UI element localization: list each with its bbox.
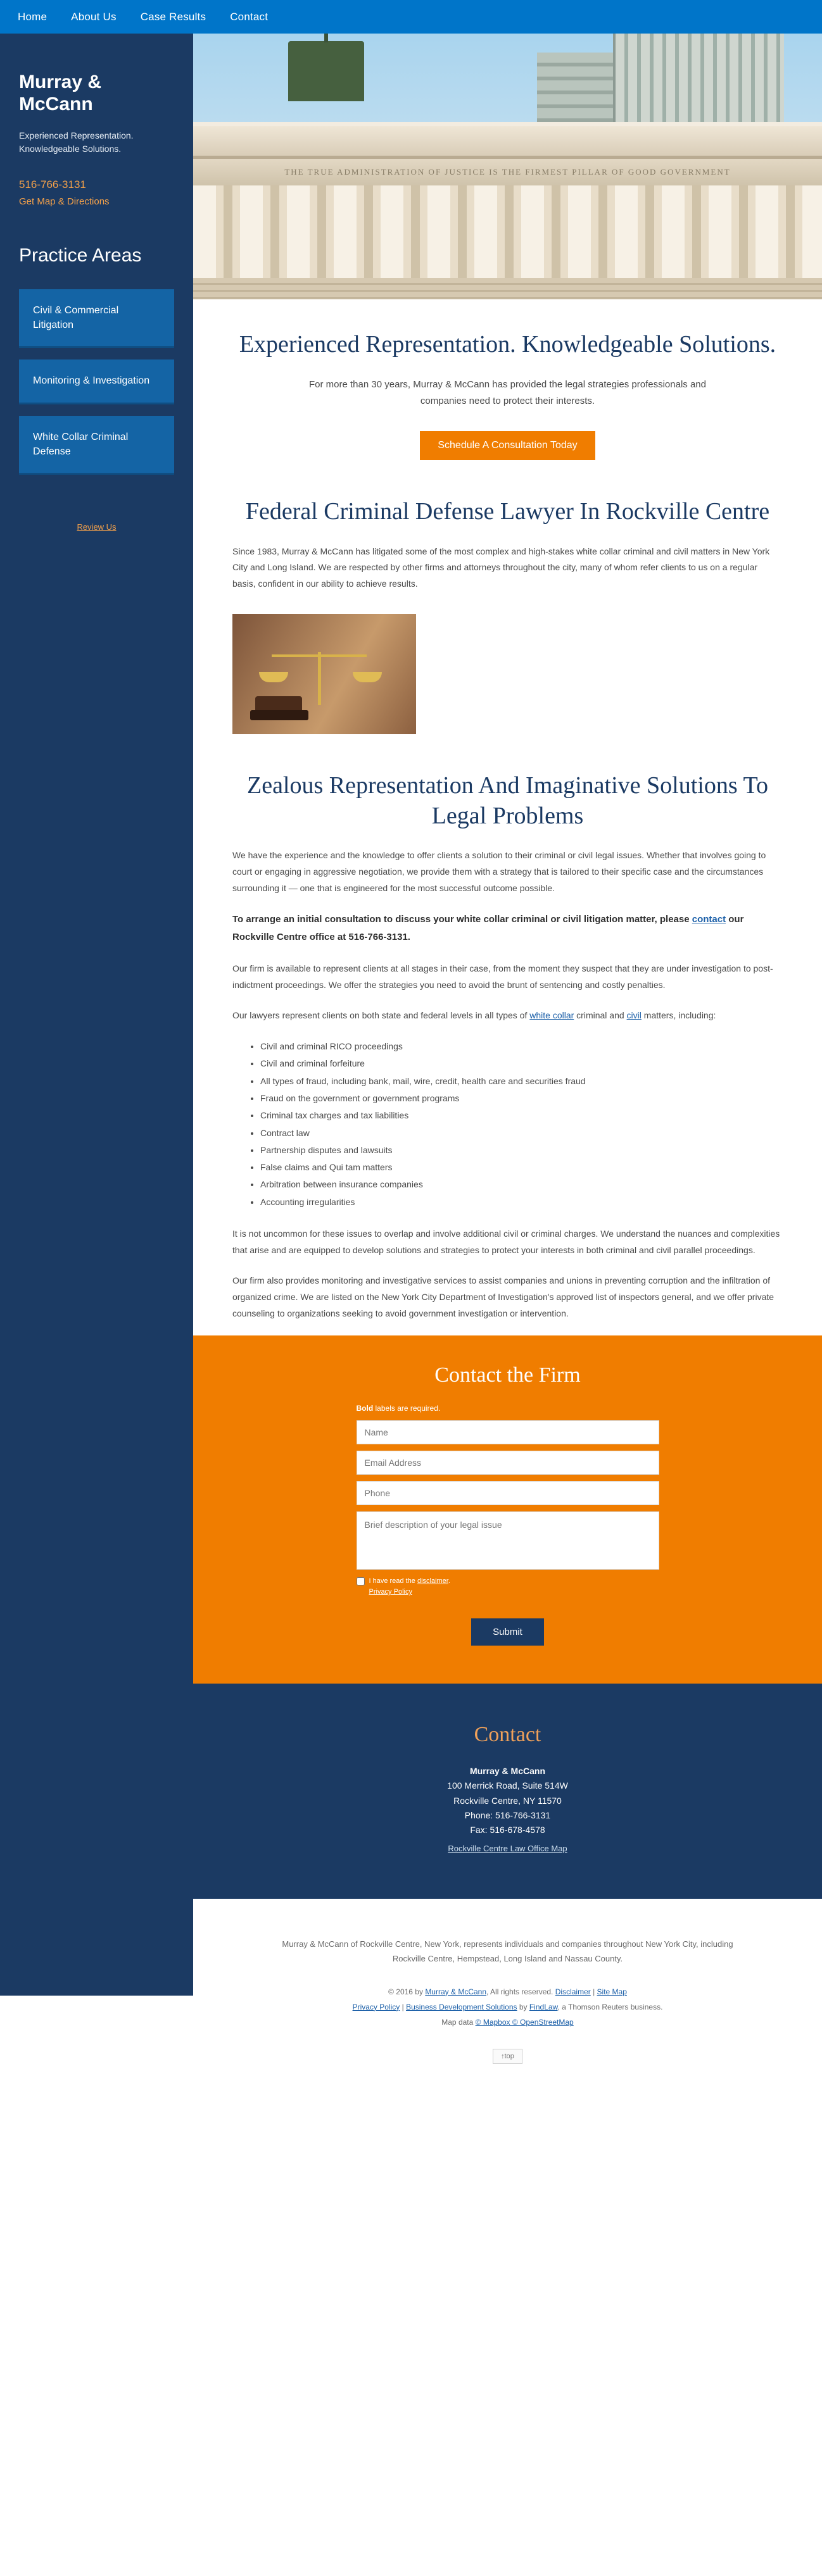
footer-firm-link[interactable]: Murray & McCann	[425, 1987, 487, 1996]
privacy-policy-link-form[interactable]: Privacy Policy	[369, 1587, 412, 1596]
contact-firm-name: Murray & McCann	[469, 1766, 546, 1777]
hero-courthouse-image	[193, 34, 822, 299]
email-field[interactable]	[357, 1451, 659, 1475]
brand-tagline: Experienced Representation. Knowledgeable Solutions.	[19, 130, 134, 154]
schedule-consultation-button[interactable]: Schedule A Consultation Today	[420, 431, 595, 460]
nav-item-home[interactable]: Home	[18, 10, 47, 23]
disclaimer-consent-text	[369, 1576, 450, 1597]
consent-text-after: .	[448, 1577, 450, 1585]
consent-text-before: I have read the	[369, 1577, 417, 1585]
gavel-block-icon	[250, 710, 308, 720]
list-item: • Partnership disputes and lawsuits	[260, 1142, 783, 1159]
list-item: • Contract law	[260, 1125, 783, 1142]
footer-legal	[269, 1984, 746, 2030]
contact-band-heading: Contact	[474, 1723, 541, 1747]
section-two-paragraph-2: Our firm is available to represent clients at all stages in their case, from the moment they suspect that they are under investigation to post-indictment proceedings. We offer the strategies you need to avoid the brunt of sentencing and costly penalties.	[232, 963, 773, 991]
nav-item-case-results[interactable]: Case Results	[140, 10, 206, 23]
copyright-text-before: © 2016 by	[388, 1987, 426, 1996]
map-credit-text: Map data	[441, 2017, 476, 2027]
list-item: • Fraud on the government or government programs	[260, 1090, 783, 1107]
section-two-paragraph-4: It is not uncommon for these issues to overlap and involve additional civil or criminal charges. We understand the nuances and complexities that arise and are equipped to develop solutions and strategies to protect your interests in both criminal and civil parallel proceedings.	[232, 1228, 780, 1255]
scales-of-justice-image	[232, 614, 416, 734]
footer-by-text: by	[517, 2002, 529, 2011]
footer-blurb: Murray & McCann of Rockville Centre, New York, represents individuals and companies throughout New York City, including Rockville Centre, Hempstead, Long Island and Nassau County.	[282, 1939, 733, 1964]
scales-post-icon	[318, 652, 321, 705]
contact-form-heading: Contact the Firm	[434, 1363, 581, 1387]
hero-frieze-inscription: THE TRUE ADMINISTRATION OF JUSTICE IS THE FIRMEST PILLAR OF GOOD GOVERNMENT	[193, 159, 822, 185]
contact-form-section	[193, 1335, 822, 1684]
section-one-heading: Federal Criminal Defense Lawyer In Rockville Centre	[245, 498, 770, 525]
phone-field[interactable]	[357, 1481, 659, 1505]
contact-address-line-2: Rockville Centre, NY 11570	[453, 1795, 562, 1806]
section-two-paragraph-5: Our firm also provides monitoring and investigative services to assist companies and unions in preventing corruption and the infiltration of organized crime. We are listed on the New York City Department of Investigation's approved list of inspectors general, and we offer private counseling to organizations seeking to avoid government investigation or intervention.	[232, 1275, 775, 1318]
section-two-heading: Zealous Representation And Imaginative Solutions To Legal Problems	[246, 772, 768, 829]
callout-text-after: our Rockville Centre office at 516-766-3131.	[232, 913, 744, 942]
nav-item-about-us[interactable]: About Us	[71, 10, 117, 23]
hero-rooftop-tower-icon	[288, 41, 364, 101]
sidebar	[0, 34, 193, 1996]
contact-fax: Fax: 516-678-4578	[470, 1824, 545, 1835]
page-title: Experienced Representation. Knowledgeable Solutions.	[239, 331, 776, 358]
list-item: • All types of fraud, including bank, mail, wire, credit, health care and securities fraud	[260, 1073, 783, 1090]
sidebar-item-civil-commercial-litigation[interactable]: Civil & Commercial Litigation	[19, 289, 174, 348]
footer-separator-2: |	[400, 2002, 407, 2011]
practice-matters-list	[246, 1038, 783, 1211]
sidebar-phone-link[interactable]: 516-766-3131	[19, 178, 86, 191]
required-note-bold: Bold	[356, 1404, 374, 1413]
hero-steps	[193, 278, 822, 299]
contact-phone: Phone: 516-766-3131	[464, 1810, 551, 1820]
sidebar-map-directions-link[interactable]: Get Map & Directions	[19, 196, 110, 207]
footer-sitemap-link[interactable]: Site Map	[597, 1987, 627, 1996]
section-two-paragraph-1: We have the experience and the knowledge to offer clients a solution to their criminal or civil legal issues. Whether that involves going to court or engaging in aggressive negotiation, we provide them with a strategy that is tailored to their specific case and the circumstances surrounding it — one that is engineered for the most successful outcome possible.	[232, 850, 766, 893]
cta-container	[232, 431, 783, 460]
section-two-paragraph-3	[232, 1008, 783, 1024]
nav-item-contact[interactable]: Contact	[230, 10, 269, 23]
section-federal-criminal-defense	[193, 497, 822, 734]
submit-button[interactable]: Submit	[471, 1618, 544, 1646]
back-to-top-button[interactable]: ↑top	[493, 2049, 522, 2064]
footer-findlaw-link[interactable]: FindLaw	[529, 2002, 558, 2011]
copyright-text-mid: , All rights reserved.	[486, 1987, 555, 1996]
map-credit-link[interactable]: © Mapbox © OpenStreetMap	[475, 2017, 574, 2027]
brand-name: Murray & McCann	[19, 72, 102, 115]
contact-info-band	[193, 1684, 822, 1898]
p3-text-1: Our lawyers represent clients on both state and federal levels in all types of	[232, 1010, 530, 1021]
review-us-link[interactable]: Review Us	[77, 522, 117, 532]
message-field[interactable]	[357, 1511, 659, 1570]
disclaimer-checkbox[interactable]	[357, 1577, 365, 1585]
civil-link[interactable]: civil	[626, 1010, 642, 1021]
contact-inline-link[interactable]: contact	[692, 913, 726, 925]
footer-separator-1: |	[590, 1987, 597, 1996]
required-note-rest: labels are required.	[373, 1404, 441, 1413]
footer	[193, 1899, 822, 2085]
name-field[interactable]	[357, 1420, 659, 1444]
list-item: • Criminal tax charges and tax liabilities	[260, 1107, 783, 1124]
sidebar-item-monitoring-investigation[interactable]: Monitoring & Investigation	[19, 360, 174, 404]
list-item: • Arbitration between insurance companies	[260, 1176, 783, 1193]
footer-disclaimer-link[interactable]: Disclaimer	[555, 1987, 591, 1996]
practice-areas-heading: Practice Areas	[19, 245, 142, 266]
contact-address-line-1: 100 Merrick Road, Suite 514W	[447, 1780, 568, 1791]
intro-lede: For more than 30 years, Murray & McCann has provided the legal strategies professionals and companies need to protect their interests.	[309, 378, 706, 406]
office-map-link[interactable]: Rockville Centre Law Office Map	[448, 1843, 567, 1853]
submit-container	[357, 1618, 659, 1646]
page-shell	[0, 34, 822, 2085]
p3-text-3: matters, including:	[641, 1010, 716, 1021]
white-collar-link[interactable]: white collar	[529, 1010, 574, 1021]
section-one-paragraph: Since 1983, Murray & McCann has litigated some of the most complex and high-stakes white collar criminal and civil matters in New York City and Long Island. We are respected by other firms and attorneys throughout the city, many of whom refer clients to us on a regular basis, confident in our ability to achieve results.	[232, 546, 770, 589]
sidebar-item-white-collar-criminal-defense[interactable]: White Collar Criminal Defense	[19, 416, 174, 475]
p3-text-2: criminal and	[574, 1010, 627, 1021]
disclaimer-consent-row	[357, 1576, 659, 1597]
section-zealous-representation	[193, 771, 822, 1322]
callout-text-before: To arrange an initial consultation to discuss your white collar criminal or civil litigation matter, please	[232, 913, 692, 925]
list-item: • False claims and Qui tam matters	[260, 1159, 783, 1176]
required-fields-note	[357, 1404, 659, 1413]
list-item: • Civil and criminal forfeiture	[260, 1055, 783, 1072]
hero-cornice	[193, 122, 822, 159]
footer-privacy-policy-link[interactable]: Privacy Policy	[352, 2002, 400, 2011]
footer-thomson-text: , a Thomson Reuters business.	[557, 2002, 663, 2011]
footer-bds-link[interactable]: Business Development Solutions	[406, 2002, 517, 2011]
list-item: • Accounting irregularities	[260, 1194, 783, 1211]
disclaimer-link[interactable]: disclaimer	[417, 1577, 448, 1585]
section-two-consultation-callout	[232, 911, 783, 946]
main-content	[193, 34, 822, 2085]
top-navigation	[0, 0, 822, 34]
list-item: • Civil and criminal RICO proceedings	[260, 1038, 783, 1055]
intro-section	[193, 330, 822, 460]
